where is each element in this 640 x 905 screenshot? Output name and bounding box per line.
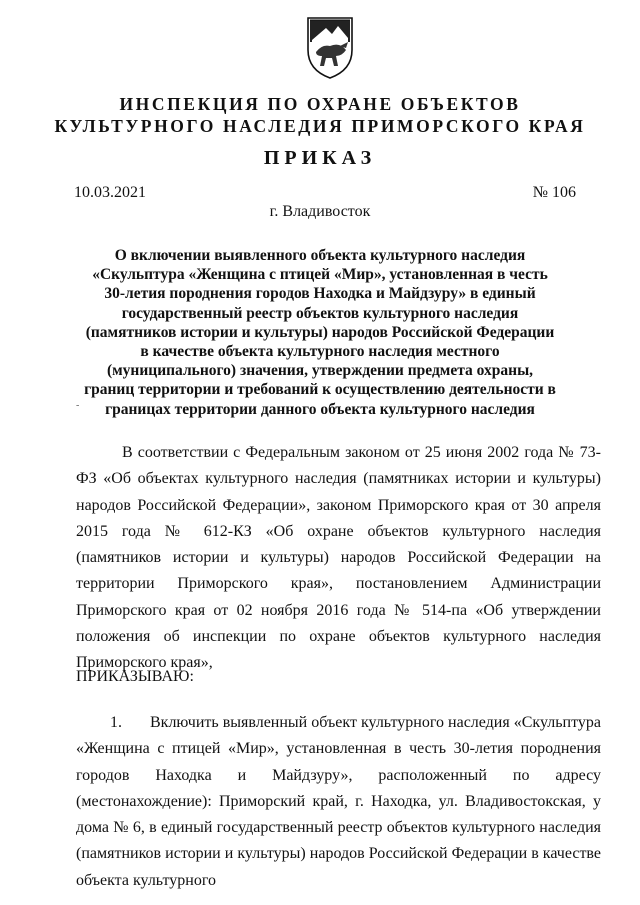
title-line: (памятников истории и культуры) народов Российской Федерации: [85, 323, 555, 341]
item-number: 1.: [110, 714, 122, 731]
order-title: [60, 246, 580, 419]
organization-name-line-1: ИНСПЕКЦИЯ ПО ОХРАНЕ ОБЪЕКТОВ: [119, 94, 521, 114]
title-line: государственный реестр объектов культурного наследия: [121, 304, 519, 322]
document-type: ПРИКАЗ: [263, 147, 377, 169]
title-line: 30-летия породнения городов Находка и Майдзуру» в единый: [104, 285, 536, 303]
coat-of-arms-icon: [302, 12, 358, 80]
organization-name-line-2: КУЛЬТУРНОГО НАСЛЕДИЯ ПРИМОРСКОГО КРАЯ: [54, 116, 586, 136]
scan-mark: -: [76, 400, 80, 411]
item-text: Включить выявленный объект культурного наследия «Скульптура «Женщина с птицей «Мир», установленная в честь 30-летия породнения городов Находка и Майдзуру», расположенный по адресу (местонахождение): Приморский край, г. Находка, ул. Владивостокская, у дома № 6, в единый государственный реестр объектов культурного наследия (памятников истории и культуры) народов Российской Федерации в качестве объекта культурного: [76, 714, 601, 889]
title-line: границах территории данного объекта культурного наследия: [105, 400, 535, 418]
order-date: 10.03.2021: [74, 184, 146, 201]
title-line: в качестве объекта культурного наследия местного: [140, 343, 500, 361]
orders-label: ПРИКАЗЫВАЮ:: [76, 668, 194, 685]
preamble-paragraph: В соответствии с Федеральным законом от 25 июня 2002 года № 73-ФЗ «Об объектах культурного наследия (памятниках истории и культуры) народов Российской Федерации», законом Приморского края от 30 апреля 2015 года № 612-КЗ «Об охране объектов культурного наследия (памятников истории и культуры) народов Российской Федерации на территории Приморского края», постановлением Администрации Приморского края от 02 ноября 2016 года № 514-па «Об утверждении положения об инспекции по охране объектов культурного наследия Приморского края»,: [76, 444, 601, 672]
title-line: границ территории и требований к осуществлению деятельности в: [84, 381, 556, 399]
title-line: «Скульптура «Женщина с птицей «Мир», установленная в честь: [92, 266, 548, 284]
order-item-1: [76, 710, 601, 894]
title-line: (муниципального) значения, утверждении предмета охраны,: [106, 362, 534, 380]
order-number: № 106: [532, 184, 576, 201]
title-line: О включении выявленного объекта культурного наследия: [114, 247, 526, 264]
order-city: г. Владивосток: [269, 203, 371, 220]
